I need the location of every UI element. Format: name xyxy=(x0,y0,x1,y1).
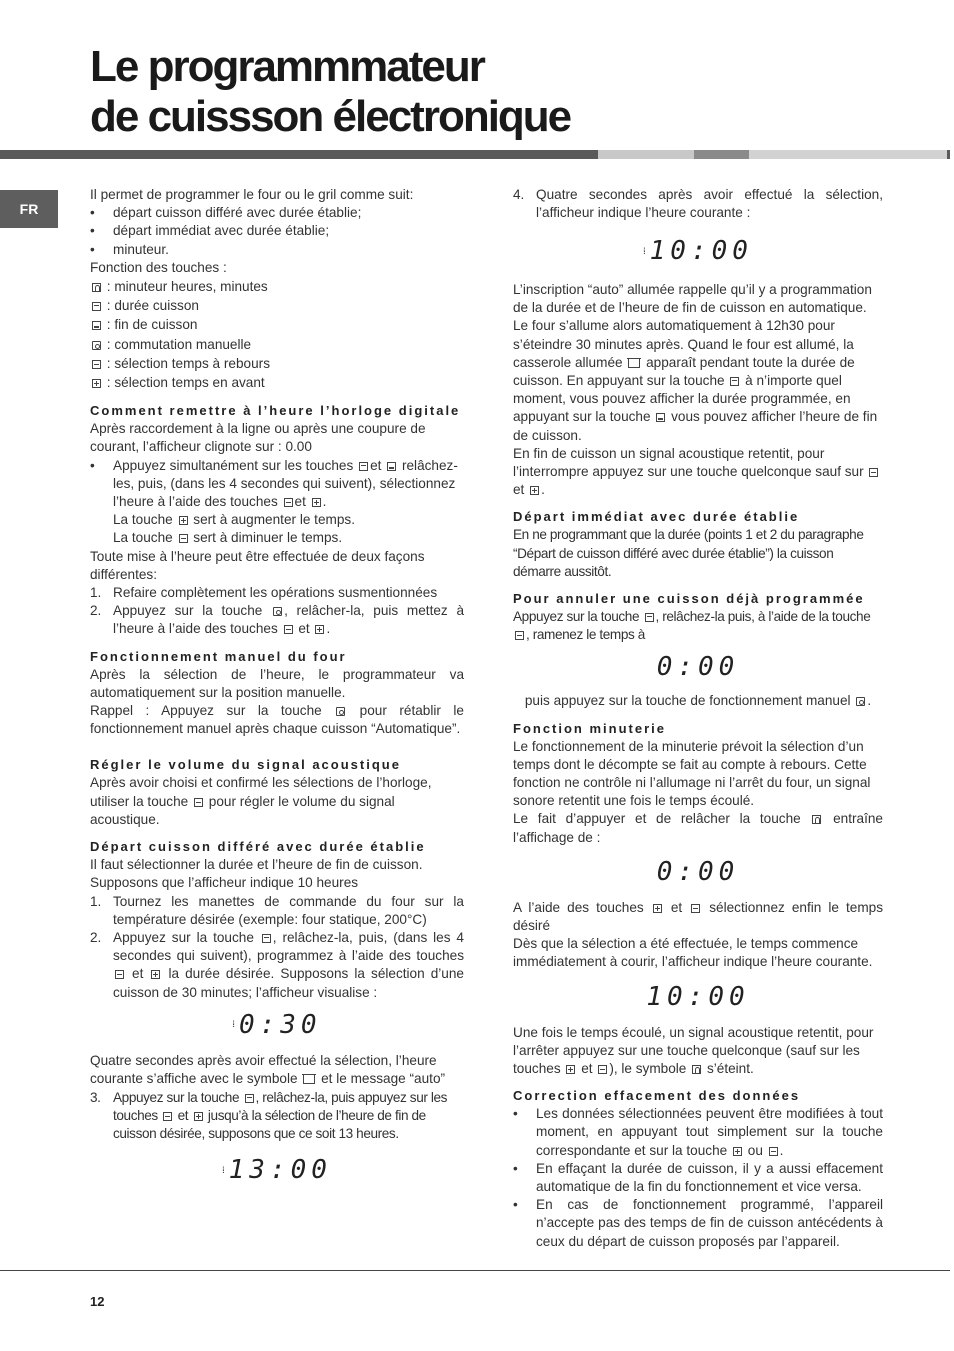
section-heading: Comment remettre à l’heure l’horloge digitale xyxy=(90,403,461,419)
section-heading: Régler le volume du signal acoustique xyxy=(90,757,401,773)
list-item: • minuteur. xyxy=(90,241,169,257)
plus-key-icon xyxy=(315,625,324,634)
manual-key-icon xyxy=(336,707,345,716)
paragraph: Toute mise à l’heure peut être effectuée de deux façons différentes: xyxy=(90,548,425,582)
intro-text: Il permet de programmer le four ou le gril comme suit: xyxy=(90,187,414,202)
duration-key-icon xyxy=(245,1094,254,1103)
plus-key-icon xyxy=(92,379,101,388)
minus-key-icon xyxy=(598,1065,607,1074)
plus-key-icon xyxy=(566,1065,575,1074)
timer-key-icon xyxy=(692,1065,701,1074)
timer-key-icon xyxy=(92,283,101,292)
minus-key-icon xyxy=(284,498,293,507)
section-heading: Départ immédiat avec durée établie xyxy=(513,509,800,525)
section-heading: Pour annuler une cuisson déjà programmée xyxy=(513,590,865,606)
section-heading: Fonction minuterie xyxy=(513,720,666,736)
plus-key-icon xyxy=(653,904,662,913)
paragraph: Le fonctionnement de la minuterie prévoit la sélection d’un temps dont le décompte se fait au compte à rebours. Cette fonction ne contrôle ni l’allumage ni l’arrêt du four, un signal sonore retentit une fois le temps écoulé. xyxy=(513,738,871,809)
list-item: • En effaçant la durée de cuisson, il y a aussi effacement automatique de la fin du fonctionnement et vice versa. xyxy=(513,1160,883,1195)
paragraph: Le fait d’appuyer et de relâcher la touche entraîne l’affichage de : xyxy=(513,811,883,845)
end-cooking-key-icon xyxy=(92,321,101,330)
minus-key-icon xyxy=(194,798,203,807)
end-cooking-key-icon xyxy=(656,413,665,422)
list-item: La touche sert à diminuer le temps. xyxy=(113,530,343,546)
list-item: • départ cuisson différé avec durée établie; xyxy=(90,205,362,221)
lcd-display: ⁞ 13:00 xyxy=(222,1155,332,1186)
plus-key-icon xyxy=(530,486,539,495)
plus-key-icon xyxy=(151,970,160,979)
paragraph: L’inscription “auto” allumée rappelle qu’il y a programmation de la durée et de l’heure de fin de cuisson en automatique. Le four s’allume alors automatiquement à 12h30 pour s’éteindre 30 minutes après. Quand le four est allumé, la casserole allumée apparaît pendant toute la durée de cuisson. En appuyant sur la touche à n’importe quel moment, vous pouvez afficher la durée programmée, en appuyant sur la touche vous pouvez afficher l’heure de fin de cuisson. xyxy=(513,281,878,443)
manual-key-icon xyxy=(92,341,101,350)
section-heading: Fonctionnement manuel du four xyxy=(90,648,347,664)
footer-divider xyxy=(0,1270,950,1271)
right-column xyxy=(513,186,883,1251)
duration-key-icon xyxy=(262,934,271,943)
list-item: 2. Appuyez sur la touche , relâchez-la, puis, (dans les 4 secondes qui suivent), programmez à l’aide des touches et la durée désirée. Supposons la sélection d’une cuisson de 30 minutes; l’afficheur visualise : xyxy=(90,929,464,1000)
minus-key-icon xyxy=(179,534,188,543)
header-bar-light xyxy=(598,150,694,159)
paragraph: Après avoir choisi et confirmé les sélections de l’horloge, utiliser la touche pour régler le volume du signal acoustique. xyxy=(90,775,432,827)
paragraph: Rappel : Appuyez sur la touche pour rétablir le fonctionnement manuel après chaque cuisson “Automatique”. xyxy=(90,703,464,737)
language-tab: FR xyxy=(0,190,58,228)
paragraph: En fin de cuisson un signal acoustique retentit, pour l’interrompre appuyez sur une touche quelconque sauf sur et . xyxy=(513,445,883,500)
list-item: 4. Quatre secondes après avoir effectué la sélection, l’afficheur indique l’heure courante : xyxy=(513,187,883,221)
minus-key-icon xyxy=(515,631,524,640)
plus-key-icon xyxy=(179,516,188,525)
minus-key-icon xyxy=(284,625,293,634)
timer-key-icon xyxy=(812,815,821,824)
function-item: : sélection temps à rebours xyxy=(90,355,464,373)
section-heading: Correction effacement des données xyxy=(513,1088,801,1104)
list-item: 2. Appuyez sur la touche , relâcher-la, puis mettez à l’heure à l’aide des touches et . xyxy=(90,603,464,637)
paragraph: Il faut sélectionner la durée et l’heure de fin de cuisson. Supposons que l’afficheur indique 10 heures xyxy=(90,857,423,891)
paragraph: Appuyez sur la touche , relâchez-la puis, à l’aide de la touche , ramenez le temps à xyxy=(513,608,871,643)
paragraph: A l’aide des touches et sélectionnez enfin le temps désiré xyxy=(513,899,884,933)
minus-key-icon xyxy=(163,1112,172,1121)
list-item: 3. Appuyez sur la touche , relâchez-la, puis appuyez sur les touches et jusqu’à la sélection de l’heure de fin de cuisson désirée, supposons que ce soit 13 heures. xyxy=(90,1089,448,1142)
paragraph: Dès que la sélection a été effectuée, le temps commence immédiatement à courir, l’afficheur indique l’heure courante. xyxy=(513,936,873,970)
function-item: : commutation manuelle xyxy=(90,336,464,354)
function-item: : minuteur heures, minutes xyxy=(90,278,464,296)
header-bar-light-2 xyxy=(749,150,947,159)
minus-key-icon xyxy=(92,360,101,369)
list-item: • départ immédiat avec durée établie; xyxy=(90,223,330,239)
duration-key-icon xyxy=(730,377,739,386)
duration-key-icon xyxy=(92,302,101,311)
list-item: • En cas de fonctionnement programmé, l’appareil n’accepte pas des temps de fin de cuisson antécédents à ceux du départ de cuisson proposés par l’appareil. xyxy=(513,1197,883,1249)
auto-indicator-icon: ⁞ xyxy=(222,1165,225,1176)
plus-key-icon xyxy=(194,1112,203,1121)
plus-key-icon xyxy=(733,1147,742,1156)
plus-key-icon xyxy=(312,498,321,507)
manual-key-icon xyxy=(273,607,282,616)
auto-indicator-icon: ⁞ xyxy=(232,1020,235,1031)
header-bar-mid xyxy=(694,150,749,159)
paragraph: Une fois le temps écoulé, un signal acoustique retentit, pour l’arrêter appuyez sur une touche quelconque (sauf sur les touches et ), le symbole s’éteint. xyxy=(513,1024,874,1076)
lcd-display: 10:00 xyxy=(646,981,750,1012)
section-heading: Départ cuisson différé avec durée établie xyxy=(90,839,426,855)
minus-key-icon xyxy=(115,970,124,979)
end-cooking-key-icon xyxy=(387,462,396,471)
list-item: La touche sert à augmenter le temps. xyxy=(113,512,355,528)
left-column xyxy=(90,186,464,1198)
lcd-display: ⁞ 0:30 xyxy=(232,1009,322,1040)
header-bar-end xyxy=(947,150,950,159)
paragraph: puis appuyez sur la touche de fonctionnement manuel . xyxy=(524,693,872,709)
duration-key-icon xyxy=(645,613,654,622)
list-item: 1. Refaire complètement les opérations susmentionnées xyxy=(90,585,438,601)
list-item: • Appuyez simultanément sur les touches et relâchez-les, puis, (dans les 4 secondes qui suivent), sélectionnez l’heure à l’aide des touches et . xyxy=(90,457,458,510)
minus-key-icon xyxy=(869,468,878,477)
list-item: • Les données sélectionnées peuvent être modifiées à tout moment, en appuyant tout simplement sur la touche correspondante et sur la touche ou . xyxy=(513,1106,883,1158)
paragraph: En ne programmant que la durée (points 1 et 2 du paragraphe “Départ de cuisson différé avec durée établie”) la cuisson démarre aussitôt. xyxy=(513,527,864,579)
minus-key-icon xyxy=(691,904,700,913)
paragraph: Après raccordement à la ligne ou après une coupure de courant, l’afficheur clignote sur : 0.00 xyxy=(90,421,426,455)
list-item: 1. Tournez les manettes de commande du four sur la température désirée (exemple: four statique, 200°C) xyxy=(90,893,464,927)
auto-indicator-icon: ⁞ xyxy=(643,246,646,257)
pot-icon xyxy=(628,359,640,368)
page-number: 12 xyxy=(90,1294,105,1309)
paragraph: Après la sélection de l’heure, le programmateur va automatiquement sur la position manuelle. xyxy=(90,666,464,700)
manual-key-icon xyxy=(856,697,865,706)
minus-key-icon xyxy=(769,1147,778,1156)
function-item: : fin de cuisson xyxy=(90,316,464,334)
pot-icon xyxy=(303,1075,315,1084)
paragraph: Quatre secondes après avoir effectué la sélection, l’heure courante s’affiche avec le symbole et le message “auto” xyxy=(90,1053,446,1087)
lcd-display: ⁞ 10:00 xyxy=(643,236,753,267)
duration-key-icon xyxy=(359,462,368,471)
functions-title: Fonction des touches : xyxy=(90,259,227,275)
header-bar-dark xyxy=(0,150,598,159)
page-title: Le programmmateur de cuissson électronique xyxy=(90,42,571,141)
function-item: : sélection temps en avant xyxy=(90,374,464,392)
lcd-display: 0:00 xyxy=(656,856,740,887)
function-item: : durée cuisson xyxy=(90,297,464,315)
lcd-display: 0:00 xyxy=(656,652,740,683)
